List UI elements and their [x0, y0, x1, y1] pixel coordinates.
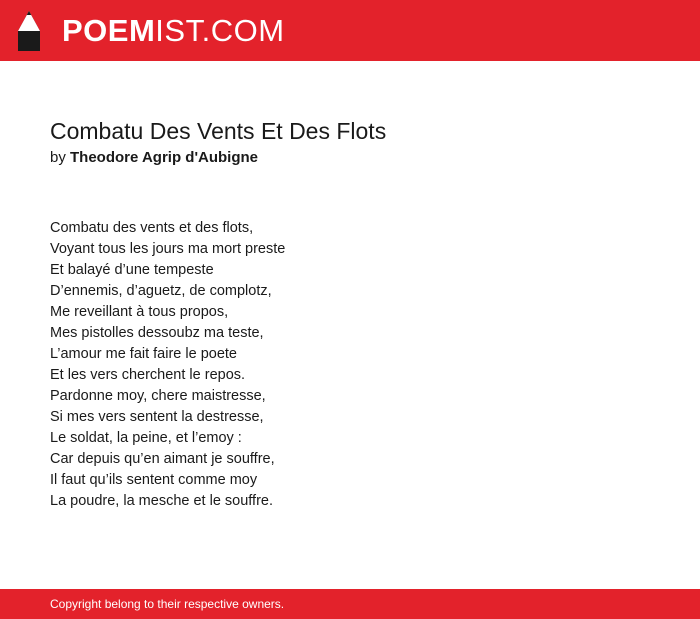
site-header: [0, 0, 700, 61]
site-logo-text: [62, 9, 285, 53]
poem-line: L’amour me fait faire le poete: [50, 346, 237, 362]
poem-line: Le soldat, la peine, et l’emoy :: [50, 430, 242, 446]
poem-line: La poudre, la mesche et le souffre.: [50, 493, 274, 509]
site-logo-link[interactable]: [16, 9, 285, 53]
poem-line: Me reveillant à tous propos,: [50, 304, 229, 320]
pencil-icon: [16, 10, 42, 52]
poem-line: Mes pistolles dessoubz ma teste,: [50, 325, 264, 341]
poem-body: [50, 218, 650, 512]
poem-line: Il faut qu’ils sentent comme moy: [50, 472, 258, 488]
poem-line: Voyant tous les jours ma mort preste: [50, 241, 286, 257]
by-label: by: [50, 149, 66, 166]
poem-line: Et les vers cherchent le repos.: [50, 367, 246, 383]
logo-text-bold: POEM: [62, 13, 156, 48]
site-footer: [0, 589, 700, 619]
poem-title: Combatu Des Vents Et Des Flots: [50, 118, 387, 144]
poem-content: [50, 116, 650, 512]
logo-text-light: IST.COM: [155, 13, 285, 48]
poem-line: Car depuis qu’en aimant je souffre,: [50, 451, 275, 467]
poem-line: Si mes vers sentent la destresse,: [50, 409, 264, 425]
poem-author: Theodore Agrip d'Aubigne: [70, 149, 259, 166]
poem-line: Pardonne moy, chere maistresse,: [50, 388, 266, 404]
copyright-text: Copyright belong to their respective owners.: [50, 597, 285, 611]
poem-line: Et balayé d’une tempeste: [50, 262, 214, 278]
poem-line: D’ennemis, d’aguetz, de complotz,: [50, 283, 272, 299]
poem-byline: [50, 146, 650, 170]
poem-line: Combatu des vents et des flots,: [50, 220, 254, 236]
